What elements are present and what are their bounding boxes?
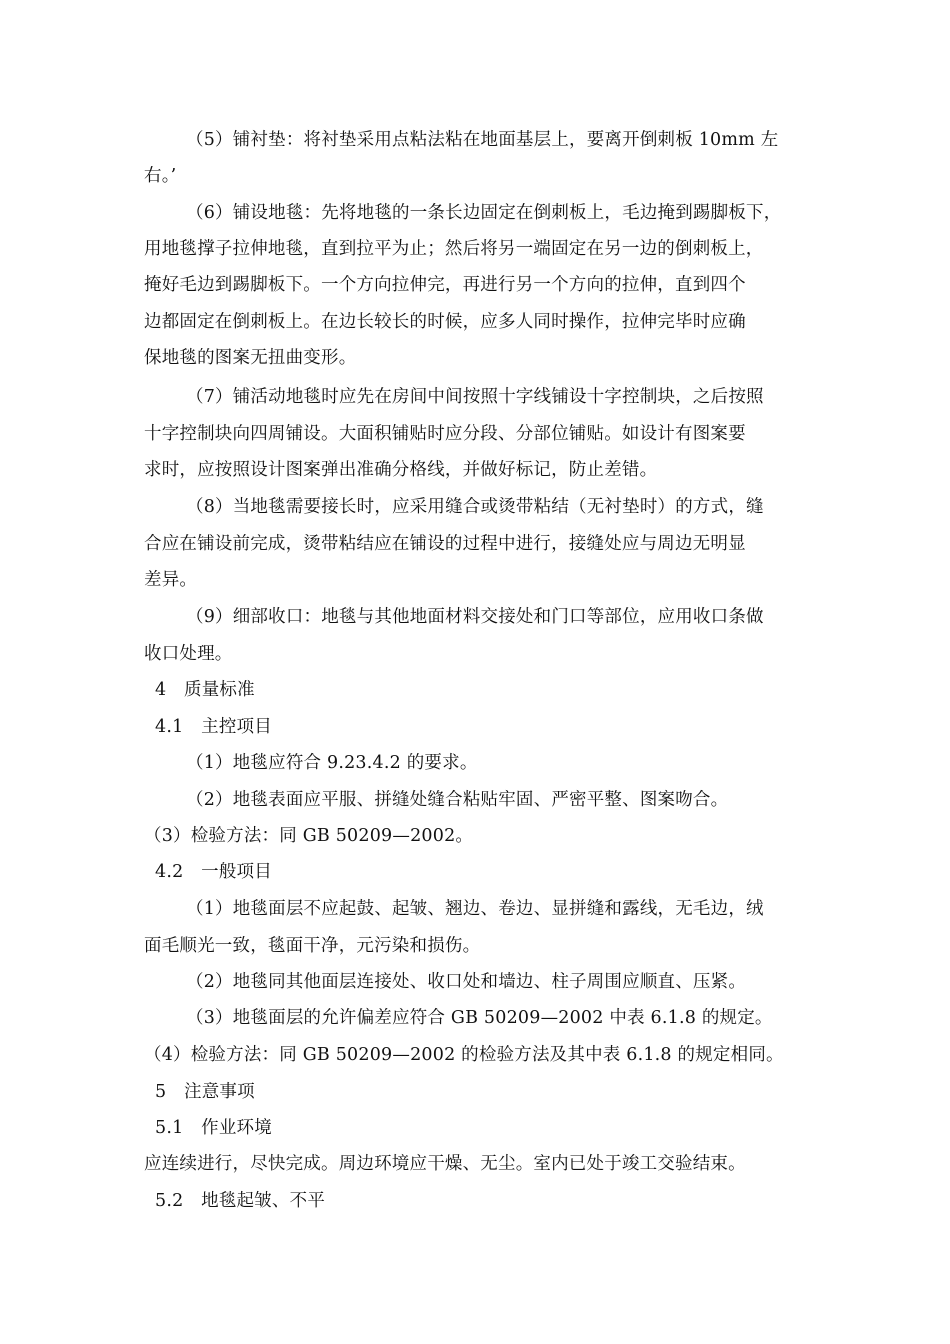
text-line: （1）地毯应符合 9.23.4.2 的要求。	[186, 753, 478, 773]
subsection-heading: 5.1 作业环境	[155, 1118, 272, 1138]
text-line: 差异。	[144, 570, 198, 590]
text-line: 应连续进行，尽快完成。周边环境应干燥、无尘。室内已处于竣工交验结束。	[144, 1154, 746, 1174]
section-heading: 4 质量标准	[155, 680, 255, 700]
text-line: 求时，应按照设计图案弹出准确分格线，并做好标记，防止差错。	[144, 460, 658, 480]
subsection-heading: 5.2 地毯起皱、不平	[155, 1191, 326, 1211]
text-line: 收口处理。	[144, 644, 233, 664]
text-line: 用地毯撑子拉伸地毯，直到拉平为止；然后将另一端固定在另一边的倒刺板上，	[144, 239, 764, 259]
subsection-heading: 4.2 一般项目	[155, 862, 272, 882]
text-line: （2）地毯表面应平服、拼缝处缝合粘贴牢固、严密平整、图案吻合。	[186, 790, 729, 810]
text-line: （7）铺活动地毯时应先在房间中间按照十字线铺设十字控制块，之后按照	[186, 387, 764, 407]
section-heading: 5 注意事项	[155, 1082, 255, 1102]
text-line: （3）地毯面层的允许偏差应符合 GB 50209—2002 中表 6.1.8 的规定。	[186, 1008, 773, 1028]
text-line: （5）铺衬垫：将衬垫采用点粘法粘在地面基层上，要离开倒刺板 10mm 左	[186, 130, 779, 150]
text-line: 十字控制块向四周铺设。大面积铺贴时应分段、分部位铺贴。如设计有图案要	[144, 424, 746, 444]
subsection-heading: 4.1 主控项目	[155, 717, 272, 737]
text-line: 保地毯的图案无扭曲变形。	[144, 348, 357, 368]
text-line: 面毛顺光一致，毯面干净，元污染和损伤。	[144, 936, 481, 956]
text-line: （3）检验方法：同 GB 50209—2002。	[144, 826, 474, 846]
text-line: （4）检验方法：同 GB 50209—2002 的检验方法及其中表 6.1.8 的规定相同。	[144, 1045, 784, 1065]
text-line: （8）当地毯需要接长时，应采用缝合或烫带粘结（无衬垫时）的方式，缝	[186, 497, 764, 517]
text-line: 掩好毛边到踢脚板下。一个方向拉伸完，再进行另一个方向的拉伸，直到四个	[144, 275, 746, 295]
text-line: （1）地毯面层不应起鼓、起皱、翘边、卷边、显拼缝和露线，无毛边，绒	[186, 899, 764, 919]
text-line: （6）铺设地毯：先将地毯的一条长边固定在倒刺板上，毛边掩到踢脚板下，	[186, 203, 782, 223]
text-line: （2）地毯同其他面层连接处、收口处和墙边、柱子周围应顺直、压紧。	[186, 972, 747, 992]
text-line: 合应在铺设前完成，烫带粘结应在铺设的过程中进行，接缝处应与周边无明显	[144, 534, 746, 554]
text-line: 右。’	[144, 166, 177, 186]
text-line: （9）细部收口：地毯与其他地面材料交接处和门口等部位，应用收口条做	[186, 607, 764, 627]
text-line: 边都固定在倒刺板上。在边长较长的时候，应多人同时操作，拉伸完毕时应确	[144, 312, 746, 332]
